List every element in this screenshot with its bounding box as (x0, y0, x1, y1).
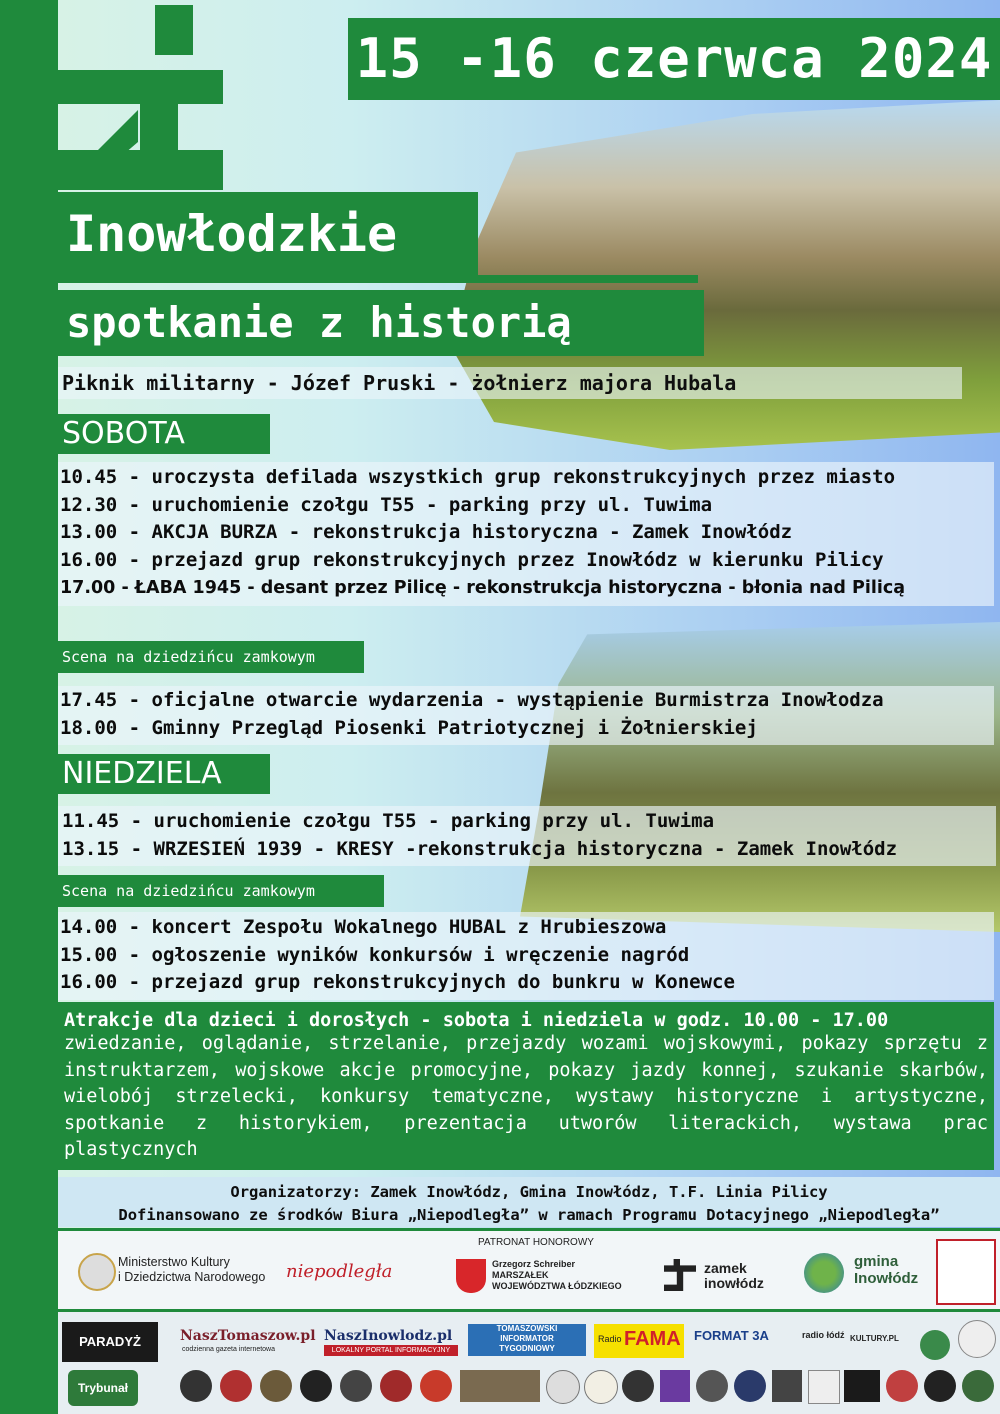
tagline: Piknik militarny - Józef Pruski - żołnierz majora Hubala (58, 367, 962, 399)
group-badge-icon (260, 1370, 292, 1402)
event-item: 17.45 - oficjalne otwarcie wydarzenia - wystąpienie Burmistrza Inowłodza (60, 689, 884, 711)
attractions-heading: Atrakcje dla dzieci i dorosłych - sobota i niedziela w godz. 10.00 - 17.00 (64, 1010, 889, 1031)
event-item: 17.00 - ŁABA 1945 - desant przez Pilicę - rekonstrukcja historyczna - błonia nad Pilicą (60, 577, 906, 598)
event-item: 12.30 - uruchomienie czołgu T55 - parking przy ul. Tuwima (60, 493, 713, 516)
title-underline (58, 275, 698, 283)
sunday-scena-label: Scena na dziedzińcu zamkowym (58, 875, 384, 907)
ministry-logo: Ministerstwo Kultury i Dziedzictwa Narodowego (118, 1255, 266, 1284)
lodzkie-coat-of-arms-icon (456, 1259, 486, 1293)
group-badge-icon (886, 1370, 918, 1402)
saturday-scena-label: Scena na dziedzińcu zamkowym (58, 641, 364, 673)
subtitle: spotkanie z historią (58, 290, 704, 356)
radio-fama-logo: Radio FAMA (594, 1324, 684, 1358)
paradyz-logo: PARADYŻ (62, 1322, 158, 1362)
eagle-emblem-icon (78, 1253, 116, 1291)
format3a-logo: FORMAT 3A (694, 1328, 769, 1343)
sponsors-row-2 (58, 1312, 1000, 1414)
marszalek-logo: Grzegorz Schreiber MARSZAŁEK WOJEWÓDZTWA ŁÓDZKIEGO (492, 1259, 622, 1291)
gmina-logo-icon (804, 1253, 844, 1293)
badge-icon (920, 1330, 950, 1360)
event-item: 13.00 - AKCJA BURZA - rekonstrukcja historyczna - Zamek Inowłódz (60, 521, 793, 544)
eagle-badge-icon (958, 1320, 996, 1358)
niepodlegla-logo: niepodległa (286, 1261, 393, 1282)
inowlodz-coat-of-arms-icon (936, 1239, 996, 1305)
saturday-label: SOBOTA (58, 414, 270, 454)
gmina-inowlodz-logo: gmina Inowłódz (854, 1253, 919, 1287)
group-badge-icon (180, 1370, 212, 1402)
group-badge-icon (420, 1370, 452, 1402)
group-badge-icon (696, 1370, 728, 1402)
sunday-label: NIEDZIELA (58, 754, 270, 794)
trybunal-logo: Trybunał (68, 1370, 138, 1406)
sunday-events (58, 806, 996, 866)
tit-logo: TOMASZOWSKI INFORMATOR TYGODNIOWY (468, 1324, 586, 1356)
group-badge-icon (962, 1370, 994, 1402)
nasztomaszow-tagline: codzienna gazeta internetowa (182, 1346, 276, 1353)
group-badge-icon (300, 1370, 332, 1402)
naszinowlodz-tagline: LOKALNY PORTAL INFORMACYJNY (324, 1345, 458, 1356)
group-badge-icon (220, 1370, 252, 1402)
group-badge-icon (734, 1370, 766, 1402)
naszinowlodz-logo: NaszInowlodz.pl (324, 1328, 453, 1344)
zamek-small-logo-icon (664, 1259, 696, 1291)
event-item: 15.00 - ogłoszenie wyników konkursów i wręczenie nagród (60, 943, 690, 966)
group-badge-icon (808, 1370, 840, 1404)
sponsors-row-1 (58, 1231, 1000, 1309)
organizers: Organizatorzy: Zamek Inowłódz, Gmina Inowłódz, T.F. Linia Pilicy (230, 1183, 828, 1201)
kultury-logo: KULTURY.PL (850, 1334, 899, 1343)
group-badge-icon (924, 1370, 956, 1402)
attractions-text: zwiedzanie, oglądanie, strzelanie, przejazdy wozami wojskowymi, pokazy sprzętu z instruktarzem, wojskowe akcje promocyjne, pokazy jazdy konnej, szukanie skarbów, wielobój strzelecki, konkursy tematyczne, wystawy historyczne i artystyczne, spotkanie z historykiem, prezentacja utworów literackich, wystawa prac plastycznych (64, 1033, 988, 1160)
nasztomaszow-logo: NaszTomaszow.pl (180, 1328, 316, 1344)
funding: Dofinansowano ze środków Biura „Niepodległa” w ramach Programu Dotacyjnego „Niepodległa” (118, 1206, 940, 1224)
event-item: 16.00 - przejazd grup rekonstrukcyjnych przez Inowłódz w kierunku Pilicy (60, 549, 884, 572)
event-item: 11.45 - uruchomienie czołgu T55 - parking przy ul. Tuwima (62, 810, 715, 832)
saturday-scena-events (58, 686, 994, 745)
title: Inowłodzkie (58, 192, 478, 280)
saturday-events (58, 462, 994, 606)
organizers-box (58, 1177, 1000, 1227)
group-badge-icon (380, 1370, 412, 1402)
patronat-label: PATRONAT HONOROWY (478, 1237, 594, 1248)
event-item: 16.00 - przejazd grup rekonstrukcyjnych do bunkru w Konewce (60, 971, 735, 994)
group-badge-icon (772, 1370, 802, 1402)
group-badge-icon (844, 1370, 880, 1402)
left-bar (0, 0, 58, 1414)
group-badge-icon (460, 1370, 540, 1402)
event-date: 15 -16 czerwca 2024 (348, 18, 1000, 100)
attractions-box (58, 1002, 994, 1170)
event-item: 13.15 - WRZESIEŃ 1939 - KRESY -rekonstrukcja historyczna - Zamek Inowłódz (62, 837, 898, 860)
sunday-scena-events (58, 912, 994, 1000)
group-badge-icon (584, 1370, 618, 1404)
radio-lodz-logo: radio łódź (802, 1330, 845, 1340)
zamek-inowlodz-logo: zamek inowłódz (704, 1260, 764, 1291)
group-badge-icon (622, 1370, 654, 1402)
event-item: 10.45 - uroczysta defilada wszystkich grup rekonstrukcyjnych przez miasto (60, 466, 896, 488)
group-badge-icon (546, 1370, 580, 1404)
group-badge-icon (340, 1370, 372, 1402)
group-badge-icon (660, 1370, 690, 1402)
soldiers-machine-gun-photo (520, 622, 1000, 932)
event-item: 14.00 - koncert Zespołu Wokalnego HUBAL z Hrubieszowa (60, 916, 667, 938)
event-item: 18.00 - Gminny Przegląd Piosenki Patriotycznej i Żołnierskiej (60, 716, 758, 739)
